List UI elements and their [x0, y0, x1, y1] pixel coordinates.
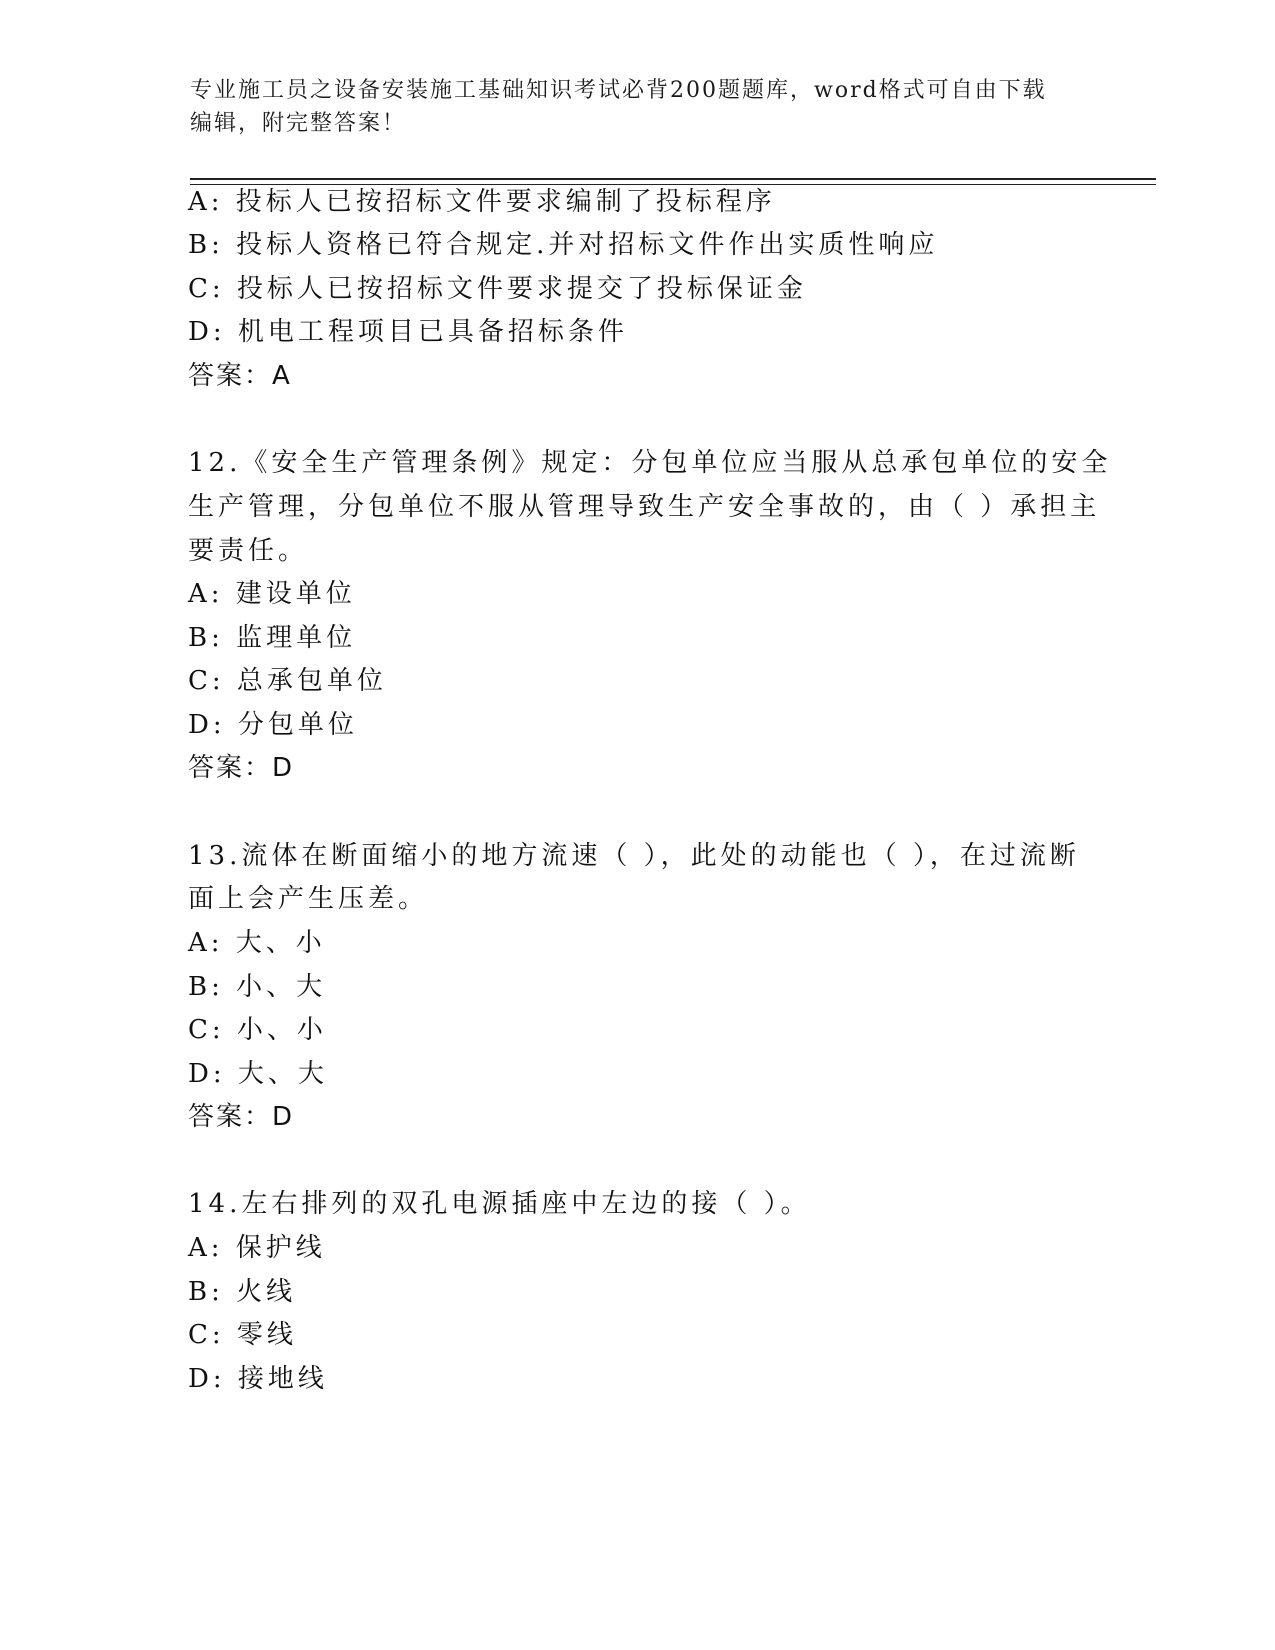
q13-option-d: D: 大、大	[188, 1059, 328, 1089]
q13-option-b: B: 小、大	[188, 972, 327, 1002]
q13-stem-line-1: 13.流体在断面缩小的地方流速（ ），此处的动能也（ ），在过流断	[188, 841, 1080, 871]
q11-option-d: D: 机电工程项目已具备招标条件	[188, 317, 628, 347]
q12-stem-line-3: 要责任。	[188, 536, 309, 566]
q11-option-c: C: 投标人已按招标文件要求提交了投标保证金	[188, 274, 807, 304]
q11-option-a: A: 投标人已按招标文件要求编制了投标程序	[188, 187, 776, 217]
q13-answer: 答案：D	[188, 1102, 295, 1132]
q14-stem-line-1: 14.左右排列的双孔电源插座中左边的接（ ）。	[188, 1189, 811, 1219]
q12-stem-line-1: 12.《安全生产管理条例》规定：分包单位应当服从总承包单位的安全	[188, 448, 1112, 478]
q14-option-a: A: 保护线	[188, 1233, 326, 1263]
header-line-1: 专业施工员之设备安装施工基础知识考试必背200题题库，word格式可自由下载	[190, 78, 1047, 103]
q14-option-b: B: 火线	[188, 1277, 297, 1307]
q11-answer: 答案：A	[188, 361, 292, 391]
q13-option-c: C: 小、小	[188, 1015, 327, 1045]
q11-option-b: B: 投标人资格已符合规定.并对招标文件作出实质性响应	[188, 230, 939, 260]
q14-option-c: C: 零线	[188, 1320, 297, 1350]
q14-option-d: D: 接地线	[188, 1364, 328, 1394]
q12-option-c: C: 总承包单位	[188, 666, 387, 696]
q12-option-b: B: 监理单位	[188, 623, 357, 653]
q12-answer: 答案：D	[188, 753, 295, 783]
q12-option-a: A: 建设单位	[188, 579, 356, 609]
q12-option-d: D: 分包单位	[188, 710, 358, 740]
header-line-2: 编辑，附完整答案！	[190, 111, 407, 136]
document-header	[190, 74, 1090, 140]
q12-stem-line-2: 生产管理，分包单位不服从管理导致生产安全事故的，由（ ）承担主	[188, 492, 1101, 522]
q13-stem-line-2: 面上会产生压差。	[188, 884, 429, 914]
q13-option-a: A: 大、小	[188, 928, 326, 958]
header-rule-thick	[190, 178, 1156, 180]
